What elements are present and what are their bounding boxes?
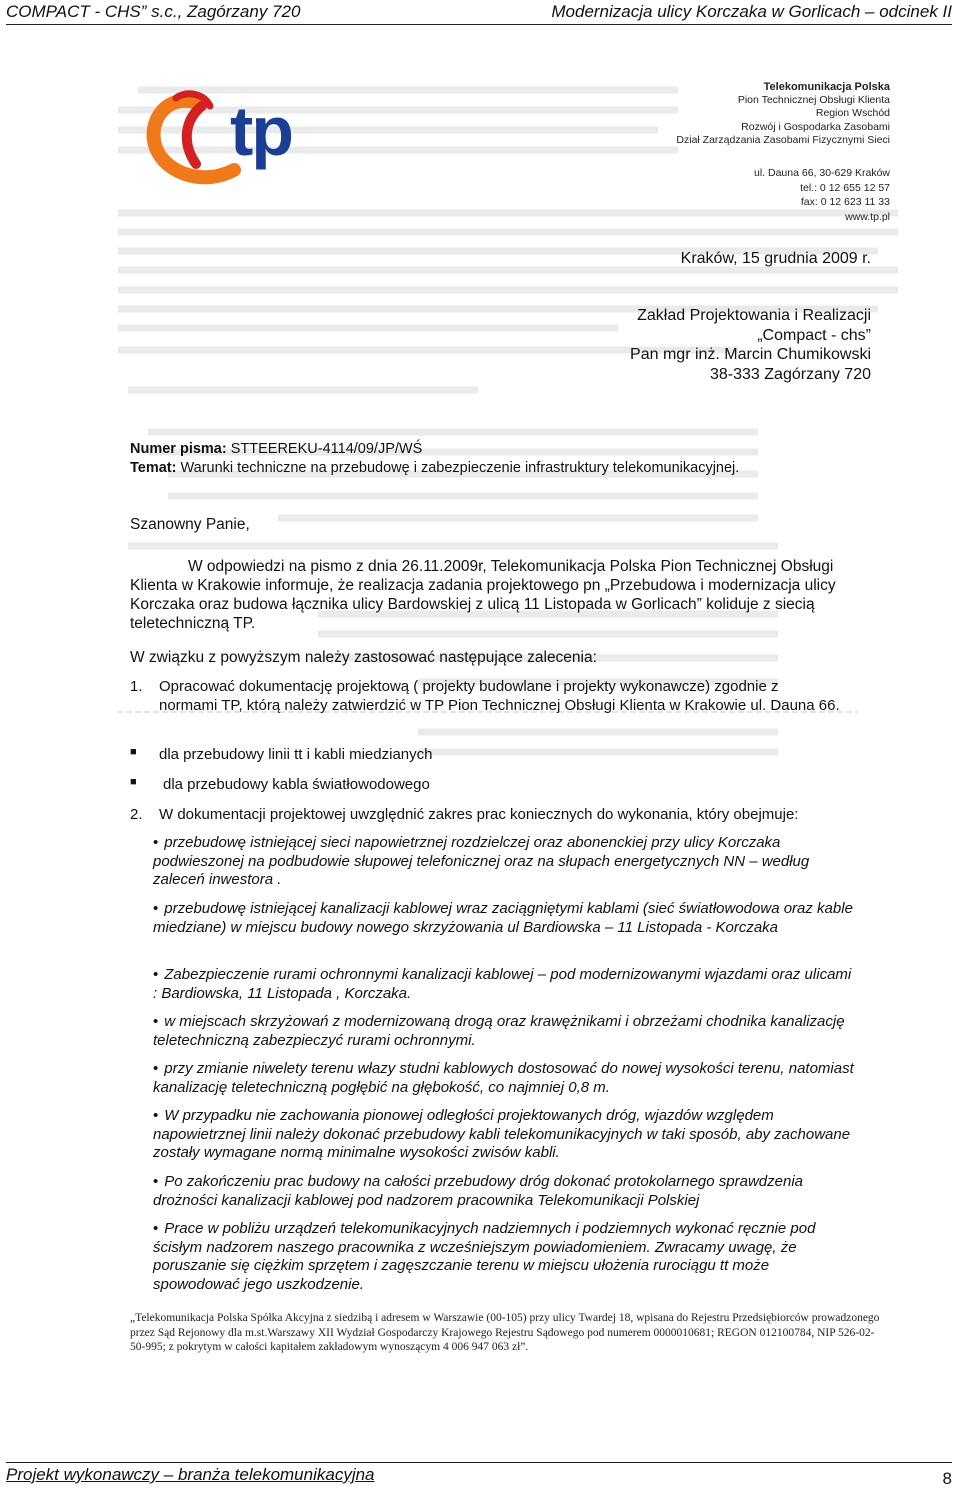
legal-footer: „Telekomunikacja Polska Spółka Akcyjna z siedzibą i adresem w Warszawie (00-105) przy ulicy Twardej 18, wpisana do Rejestru Przedsiębiorców prowadzonego przez Sąd Rejonowy dla m.st.Warszawy XII Wydział Gospodarczy Krajowego Rejestru Sądowego pod numerem 0000010681; REGON 012100784, NIP 526-02-50-995; z pokrytym w całości kapitałem zakładowym wynoszącym 4 006 947 063 zł”. [130, 1312, 880, 1353]
company-name: Telekomunikacja Polska [763, 81, 890, 93]
company-address [754, 166, 890, 224]
address-street: ul. Dauna 66, 30-629 Kraków [753, 167, 890, 179]
item-text: Opracować dokumentację projektową ( projekty budowlane i projekty wykonawcze) zgodnie z normami TP, którą należy zatwierdzić w TP Pion Technicznej Obsługi Klienta w Krakowie ul. Dauna 66. [159, 678, 840, 714]
scope-text: Prace w pobliżu urządzeń telekomunikacyjnych nadziemnych i podziemnych wykonać ręcznie pod ścisłym nadzorem naszego pracownika z wcześniejszym powiadomieniem. Zwracamy uwagę, że poruszanie się ciężkim sprzętem i zagęszczanie terenu w miejscu ułożenia rurociągu tt może spowodować jego uszkodzenie. [153, 1220, 816, 1293]
page-number: 8 [942, 1469, 952, 1488]
footer-title: Projekt wykonawczy – branża telekomunikacyjna [6, 1465, 375, 1484]
bullet-icon: • [153, 1013, 159, 1030]
address-phone: tel.: 0 12 655 12 57 [800, 181, 890, 194]
recipient-line: „Compact - chs” [757, 326, 871, 344]
numbered-item-2 [130, 806, 870, 825]
letter-meta [130, 440, 850, 478]
bullet-icon: • [153, 1173, 159, 1190]
scope-bullet [153, 1220, 858, 1294]
square-bullet-icon: ■ [130, 746, 137, 758]
numbered-item-1 [130, 678, 840, 715]
salutation: Szanowny Panie, [130, 516, 250, 533]
lead-sentence: W związku z powyższym należy zastosować następujące zalecenia: [130, 649, 597, 666]
square-bullet-icon: ■ [130, 776, 137, 788]
scope-bullet [153, 1173, 858, 1210]
scope-bullet [153, 834, 858, 890]
scope-text: Zabezpieczenie rurami ochronnymi kanalizacji kablowej – pod modernizowanymi wjazdami oraz ulicami : Bardiowska, 11 Listopada , Korczaka. [153, 966, 852, 1002]
header-left: COMPACT - CHS” s.c., Zagórzany 720 [6, 2, 301, 21]
scope-text: Po zakończeniu prac budowy na całości przebudowy dróg dokonać protokolarnego sprawdzenia drożności kanalizacji kablowej pod nadzorem pracownika Telekomunikacji Polskiej [153, 1173, 803, 1209]
sub-item-text: dla przebudowy kabla światłowodowego [163, 776, 430, 793]
address-fax: fax: 0 12 623 11 33 [800, 196, 890, 208]
scope-bullet [153, 966, 858, 1003]
intro-first-line: W odpowiedzi na pismo z dnia 26.11.2009r, Telekomunikacja Polska Pion Technicznej Obsługi [188, 558, 834, 575]
bullet-icon: • [153, 1060, 159, 1077]
recipient-line: 38-333 Zagórzany 720 [710, 365, 871, 383]
bullet-icon: • [153, 1107, 159, 1124]
company-unit: Dział Zarządzania Zasobami Fizycznymi Sieci [676, 133, 890, 146]
address-web: www.tp.pl [845, 210, 890, 223]
item-number: 2. [130, 806, 143, 823]
item-number: 1. [130, 678, 143, 695]
recipient-line: Pan mgr inż. Marcin Chumikowski [630, 346, 871, 363]
letter-date: Kraków, 15 grudnia 2009 r. [680, 250, 871, 267]
bullet-icon: • [153, 834, 159, 851]
number-label: Numer pisma: [130, 441, 227, 457]
page-header [6, 0, 952, 25]
scope-text: przebudowę istniejącej sieci napowietrznej rozdzielczej oraz abonenckiej przy ulicy Korczaka podwieszonej na podbudowie słupowej telefonicznej oraz na słupach energetycznych NN – według zaleceń inwestora . [153, 834, 810, 888]
scope-bullet [153, 1060, 858, 1097]
item-text: W dokumentacji projektowej uwzględnić zakres prac koniecznych do wykonania, który obejmuje: [159, 806, 799, 823]
number-value: STTEEREKU-4114/09/JP/WŚ [230, 441, 423, 457]
bullet-icon: • [153, 966, 159, 983]
scope-bullet [153, 1107, 858, 1163]
scope-text: w miejscach skrzyżowań z modernizowaną drogą oraz krawężnikami i obrzeżami chodnika kanalizację teletechniczną zabezpieczyć rurami ochronnymi. [153, 1013, 845, 1049]
bullet-icon: • [153, 900, 159, 917]
scope-text: przebudowę istniejącej kanalizacji kablowej wraz zaciągniętymi kablami (sieć światłowodowa oraz kable miedziane) w miejscu budowy nowego skrzyżowania ul Bardiowska – 11 Listopada - Korczaka [153, 900, 853, 936]
subject-label: Temat: [130, 460, 177, 476]
sub-item-text: dla przebudowy linii tt i kabli miedzianych [159, 746, 433, 763]
company-division: Pion Technicznej Obsługi Klienta [737, 94, 890, 107]
scope-bullet [153, 900, 858, 937]
company-block [676, 81, 890, 147]
subject-value: Warunki techniczne na przebudowę i zabezpieczenie infrastruktury telekomunikacyjnej. [180, 460, 740, 476]
page-footer [6, 1462, 952, 1488]
recipient-block [630, 306, 871, 384]
scope-text: przy zmianie niwelety terenu włazy studni kablowych dostosować do nowej wysokości terenu, natomiast kanalizację teletechniczną pogłębić na głębokość, co najmniej 0,8 m. [153, 1060, 854, 1096]
company-dept: Rozwój i Gospodarka Zasobami [741, 120, 890, 133]
bullet-icon: • [153, 1220, 159, 1237]
header-right: Modernizacja ulicy Korczaka w Gorlicach – odcinek II [551, 2, 952, 21]
scope-bullet [153, 1013, 858, 1050]
intro-rest: Klienta w Krakowie informuje, że realizacja zadania projektowego pn „Przebudowa i modernizacja ulicy Korczaka oraz budowa łącznika ulicy Bardowskiej z ulicą 11 Listopada w Gorlicach” koliduje z siecią teletechniczną TP. [130, 577, 836, 632]
recipient-line: Zakład Projektowania i Realizacji [637, 307, 871, 324]
scope-text: W przypadku nie zachowania pionowej odległości projektowanych dróg, wjazdów względem napowietrznej linii należy dokonać przebudowy kabli telekomunikacyjnych w taki sposób, aby zachowane zostały wymagane normą minimalne wysokości zwisów kabli. [153, 1107, 851, 1161]
company-region: Region Wschód [815, 107, 890, 120]
intro-paragraph [130, 557, 874, 633]
tp-logo-text: tp [230, 92, 293, 170]
